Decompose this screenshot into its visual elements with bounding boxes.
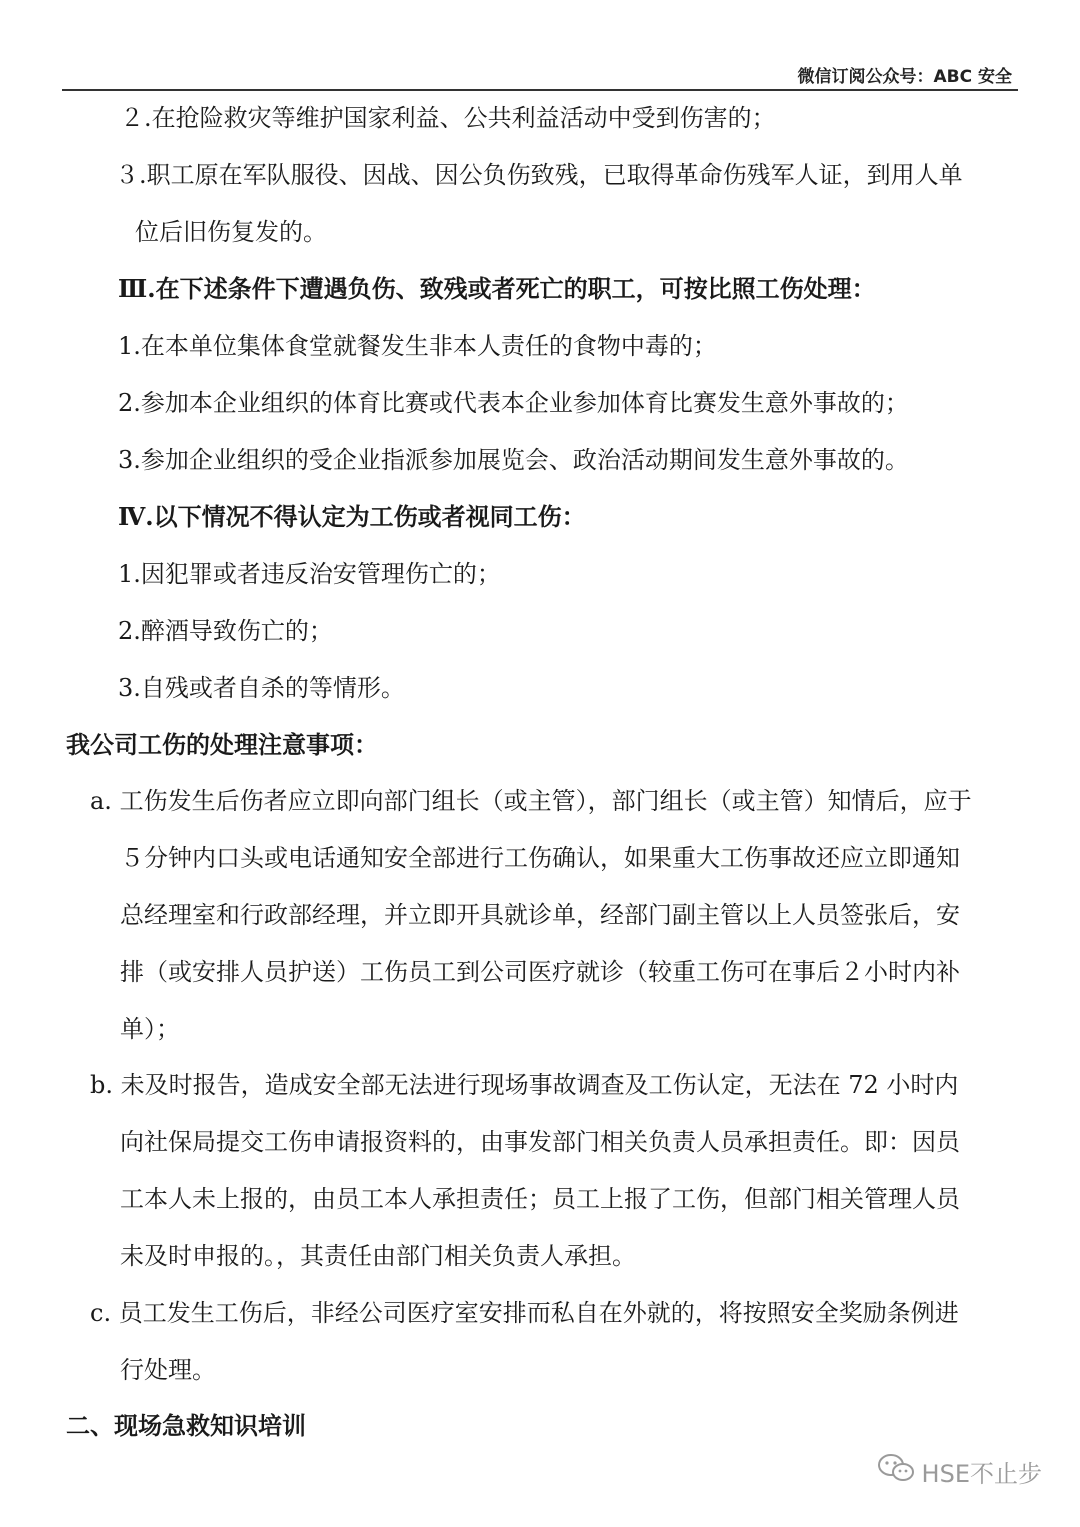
wechat-icon <box>876 1452 916 1490</box>
note-b-line-1: b. 未及时报告，造成安全部无法进行现场事故调查及工伤认定，无法在 72 小时内 <box>90 1071 959 1099</box>
note-a-line-1: a. 工伤发生后伤者应立即向部门组长（或主管），部门组长（或主管）知情后，应于 <box>90 787 972 815</box>
iv-item-2: 2.醉酒导致伤亡的； <box>118 617 333 645</box>
header-divider <box>62 89 1018 91</box>
note-a-line-3: 总经理室和行政部经理，并立即开具就诊单，经部门副主管以上人员签张后，安 <box>120 901 960 929</box>
item-2-rescue: ２.在抢险救灾等维护国家利益、公共利益活动中受到伤害的； <box>120 104 776 132</box>
iii-item-1: 1.在本单位集体食堂就餐发生非本人责任的食物中毒的； <box>118 332 717 360</box>
section-two-heading: 二、现场急救知识培训 <box>66 1411 306 1440</box>
note-b-line-4: 未及时申报的。，其责任由部门相关负责人承担。 <box>120 1242 636 1270</box>
item-3-veteran-cont: 位后旧伤复发的。 <box>135 218 327 246</box>
note-c-line-1: c. 员工发生工伤后，非经公司医疗室安排而私自在外就的，将按照安全奖励条例进 <box>90 1299 959 1327</box>
note-a-line-2: ５分钟内口头或电话通知安全部进行工伤确认，如果重大工伤事故还应立即通知 <box>120 844 960 872</box>
note-b-line-2: 向社保局提交工伤申请报资料的，由事发部门相关负责人员承担责任。即：因员 <box>120 1128 960 1156</box>
watermark <box>876 1452 1042 1490</box>
section-iii-heading: Ⅲ.在下述条件下遭遇负伤、致残或者死亡的职工，可按比照工伤处理： <box>118 274 876 303</box>
note-a-line-5: 单）； <box>120 1015 180 1043</box>
iii-item-2: 2.参加本企业组织的体育比赛或代表本企业参加体育比赛发生意外事故的； <box>118 389 909 417</box>
iv-item-3: 3.自残或者自杀的等情形。 <box>118 674 405 702</box>
header-subscription-text: 微信订阅公众号：ABC 安全 <box>797 67 1012 87</box>
note-a-line-4: 排（或安排人员护送）工伤员工到公司医疗就诊（较重工伤可在事后２小时内补 <box>120 958 960 986</box>
note-c-line-2: 行处理。 <box>120 1356 216 1384</box>
watermark-text: HSE不止步 <box>921 1459 1042 1488</box>
iii-item-3: 3.参加企业组织的受企业指派参加展览会、政治活动期间发生意外事故的。 <box>118 446 909 474</box>
item-3-veteran: ３.职工原在军队服役、因战、因公负伤致残，已取得革命伤残军人证，到用人单 <box>115 161 963 189</box>
company-notes-heading: 我公司工伤的处理注意事项： <box>66 730 378 759</box>
section-iv-heading: Ⅳ.以下情况不得认定为工伤或者视同工伤： <box>118 502 586 531</box>
iv-item-1: 1.因犯罪或者违反治安管理伤亡的； <box>118 560 501 588</box>
note-b-line-3: 工本人未上报的，由员工本人承担责任；员工上报了工伤，但部门相关管理人员 <box>120 1185 960 1213</box>
